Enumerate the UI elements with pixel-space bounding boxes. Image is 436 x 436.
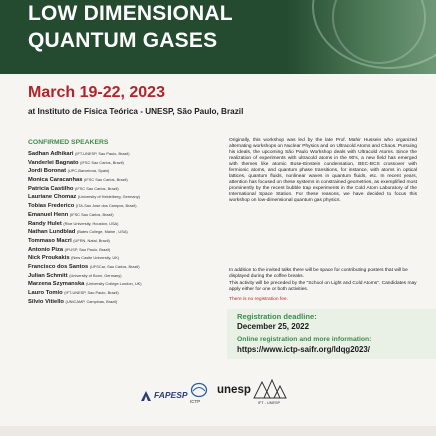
speaker-affiliation: (IFSC Sao Carlos, Brazil) [80,159,124,165]
speaker-affiliation: (Bates College, Maine , USA) [76,229,128,235]
speaker-affiliation: (UPC-Barcelona, Spain) [67,168,110,174]
speaker-item [28,220,142,229]
online-registration-label: Online registration and more information: [237,336,372,343]
event-venue: at Instituto de Física Teórica - UNESP, São Paulo, Brazil [28,107,244,116]
speaker-name: Lauriane Chomaz [28,194,77,201]
speaker-name: Vanderlei Bagnato [28,159,79,166]
fapesp-wordmark: FAPESP [154,390,188,400]
speaker-affiliation: (IFSC Sao Carlos, Brazil) [75,185,119,191]
speaker-item [28,176,142,185]
speakers-heading: CONFIRMED SPEAKERS [28,139,109,146]
speaker-affiliation: (IFSC Sao Carlos, Brazil) [69,211,114,217]
speaker-affiliation: (ITA-Sao Jose dos Campos, Brazil) [75,203,137,209]
ift-mark-icon [252,378,288,400]
speaker-name: Nathan Lundblad [28,229,76,236]
registration-box [227,309,436,359]
sponsor-logos [0,370,436,426]
speakers-list [28,150,142,306]
speaker-name: Marzena Szymanska [28,281,85,288]
ictp-wordmark: ICTP [190,399,201,404]
speaker-item [28,185,142,194]
speaker-name: Tobias Frederico [28,203,75,210]
speaker-affiliation: (IFSC Sao Carlos, Brazil) [84,177,128,183]
speaker-name: Julian Schmitt [28,272,68,279]
speaker-name: Nick Proukakis [28,255,70,262]
speaker-name: Patricia Castilho [28,185,74,192]
registration-link[interactable]: https://www.ictp-saifr.org/ldqg2023/ [237,345,370,354]
speaker-name: Antonio Piza [28,246,64,253]
title-line-2: QUANTUM GASES [28,29,218,52]
unesp-logo: unesp [217,384,251,396]
speaker-affiliation: (University of Heidelberg, Germany) [77,194,140,200]
speaker-affiliation: (UFRN, Natal, Brazil) [73,237,110,243]
speaker-affiliation: (Rice University, Houston, USA) [63,220,119,226]
speaker-item [28,159,142,168]
speaker-affiliation: (IFT-UNESP, Sao Paulo, Brazil) [75,151,130,156]
speaker-name: Jordi Boronat [28,168,67,175]
speaker-item [28,263,142,272]
speaker-item [28,298,142,307]
ift-wordmark: IFT - UNESP [258,401,281,405]
workshop-description [229,138,417,205]
speaker-name: Lauro Tomio [28,290,63,296]
speaker-name: Emanuel Henn [28,211,69,218]
speaker-item [28,150,142,159]
posters-note: In addition to the invited talks there will be space for contributing posters that will be displayed during the coffee breaks. [229,268,408,280]
deadline-date: December 25, 2022 [237,322,310,331]
speaker-name: Sadhan Adhikari [28,151,74,157]
ictp-logo [190,382,208,404]
speaker-affiliation: (UFSCar, Sao Carlos, Brazil) [89,263,140,269]
speaker-affiliation: (UNICAMP, Campinas, Brazil) [65,298,118,304]
speaker-item [28,211,142,220]
fapesp-mark-icon [140,390,152,402]
no-fee-note: There is no registration fee. [229,297,288,302]
speaker-item [28,246,142,255]
event-dates: March 19-22, 2023 [28,84,165,101]
speaker-item [28,289,142,298]
description-paragraph: Originally, this workshop was led by the late Prof. Mahir Hussein who organized alternating workshops on Nuclear Physics and on Ultracold Atoms and Chaos. Pursuing his ideals, the upcoming São Paulo Workshop deals with Ultracold Atoms. Since the realization of experiments with ultracold atoms in the 90's, a new field has emerged with themes like atomic Bose-Einstein condensation, BEC-BCS crossover with fermionic atoms, and quantum phase transitions, for instance, with atoms in optical lattices, quantum fluids, nonlinear waves in quantum fluids, etc. In recent years, attention has focused on these systems in constrained geometries, as exemplified most prominently by the recent bubble trap experiments in the Cold Atom Laboratory of the International Space Station. For these reasons, we have decided to focus this workshop on low-dimensional quantum gas physics. [229,138,417,204]
speaker-item [28,193,142,202]
footer-band [0,426,436,436]
speaker-item [28,237,142,246]
speaker-name: Randy Hulet [28,220,62,227]
school-note: This activity will be preceded by the "School on Light and Cold Atoms". Candidates may apply either for one or both activities. [229,280,417,292]
speaker-affiliation: (New Castle University, UK) [71,255,120,261]
speaker-name: Tommaso Macri [28,237,72,244]
ift-unesp-logo [252,378,288,410]
speaker-name: Monica Caracanhas [28,177,83,184]
speaker-item [28,272,142,281]
deadline-label: Registration deadline: [237,312,317,321]
speaker-affiliation: (University College London, UK) [85,281,142,287]
speaker-affiliation: (IFT-UNESP, Sao Paulo, Brazil) [64,290,119,295]
speaker-item [28,280,142,289]
speaker-item [28,228,142,237]
speaker-item [28,202,142,211]
speaker-name: Francisco dos Santos [28,263,89,270]
speaker-item [28,167,142,176]
speaker-affiliation: (IFUSP, Sao Paulo, Brazil) [64,246,111,252]
speaker-affiliation: (University of Bonn, Germany) [69,272,122,278]
ictp-mark-icon [190,382,208,398]
header-banner [0,0,436,74]
title-line-1: LOW DIMENSIONAL [28,2,233,25]
additional-info [229,268,417,293]
speaker-item [28,254,142,263]
speaker-name: Silvio Vitiello [28,298,64,305]
